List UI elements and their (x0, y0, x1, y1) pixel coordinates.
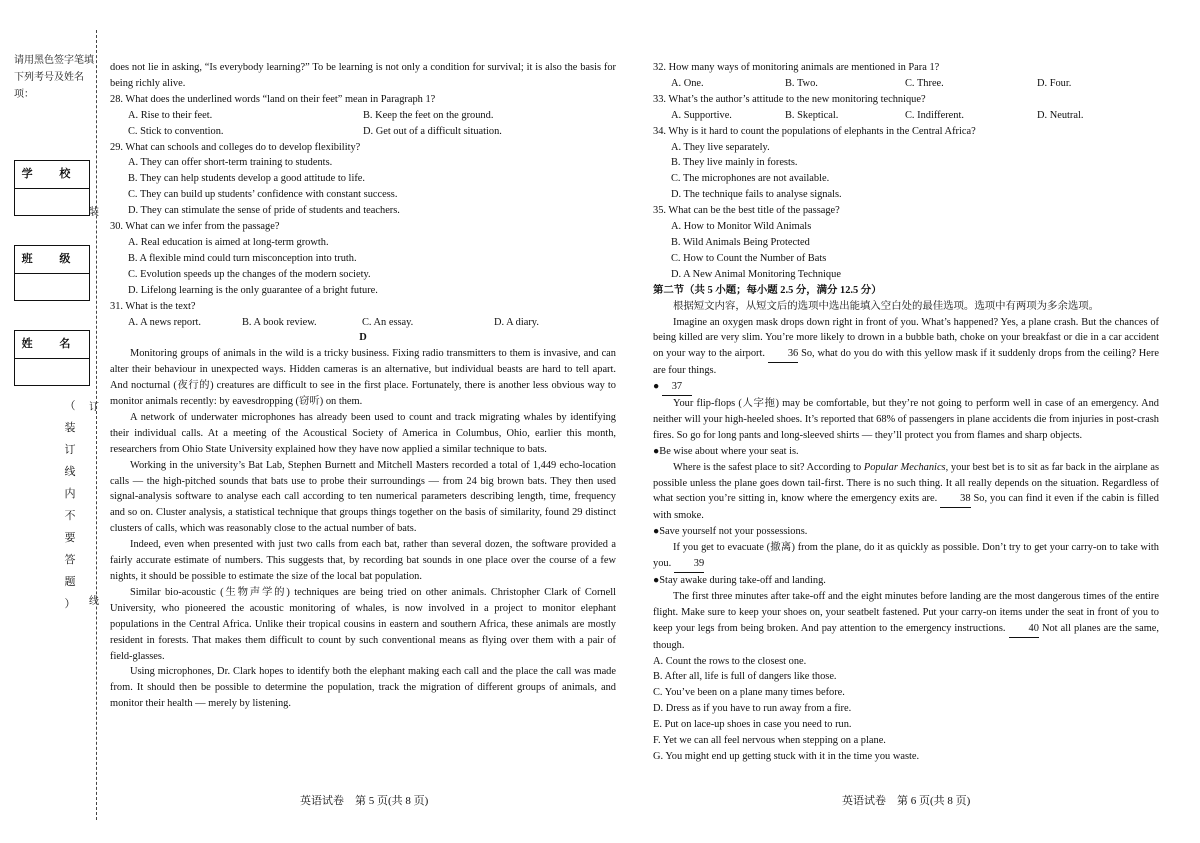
q29-option-b[interactable]: B. They can help students develop a good attitude to life. (128, 173, 366, 185)
blank-38[interactable]: 38 (940, 491, 970, 508)
q31-options (128, 315, 616, 331)
q29-option-a[interactable]: A. They can offer short-term training to students. (128, 157, 333, 169)
choice-f[interactable]: F. Yet we can all feel nervous when stepping on a plane. (653, 735, 886, 747)
gap-para3: Where is the safest place to sit? According to Popular Mechanics, your best bet is to sit as far back in the airplane as possible unless the plane goes down tail-first. There is no such thing. It all really depends on the situation. Regardless of what section you’re sitting in, know where the emergency exits are. 38 So, you can find it even if the cabin is filled with smoke. (653, 461, 1159, 522)
q28-option-d[interactable]: D. Get out of a difficult situation. (363, 125, 502, 137)
name-input[interactable] (15, 359, 89, 385)
passage-c-end: does not lie in asking, “Is everybody learning?” To be learning is not only a condition for survival; it is also the basis for being richly alive. (110, 62, 616, 89)
passage-d-para3: Working in the university’s Bat Lab, Stephen Burnett and Mitchell Masters recorded a total of 1,449 echo-location calls — the high-pitched sounds that bats use to probe their surroundings — from 24 big brown bats. They then used signal-analysis software to analyse each call according to ten numerical parameters describing length, time, frequency and so on. Cluster analysis, a statistical technique that groups things together on the basis of similarity, found 29 distinct clusters of calls, which was reasonably close to the actual number of bats. (110, 459, 616, 535)
choice-g[interactable]: G. You might end up getting stuck with it in the time you waste. (653, 750, 920, 762)
q35-option-b[interactable]: B. Wild Animals Being Protected (671, 236, 810, 248)
q32-option-a[interactable]: A. One. (671, 77, 704, 89)
cut-line (96, 30, 97, 820)
q30-option-a[interactable]: A. Real education is aimed at long-term growth. (128, 236, 329, 248)
q35-option-a[interactable]: A. How to Monitor Wild Animals (671, 221, 812, 233)
class-label: 班 级 (15, 246, 89, 274)
gap-heading-37 (653, 379, 1159, 396)
choice-d[interactable]: D. Dress as if you have to run away from a fire. (653, 703, 852, 715)
class-input[interactable] (15, 274, 89, 300)
page-6 (653, 60, 1159, 765)
question-28: 28. What does the underlined words “land on their feet” mean in Paragraph 1? (110, 93, 436, 105)
q31-option-c[interactable]: C. An essay. (362, 316, 414, 328)
q34-option-a[interactable]: A. They live separately. (671, 141, 770, 153)
q29-option-d[interactable]: D. They can stimulate the sense of pride of students and teachers. (128, 205, 400, 217)
question-33: 33. What’s the author’s attitude to the new monitoring technique? (653, 93, 926, 105)
q34-option-c[interactable]: C. The microphones are not available. (671, 173, 830, 185)
blank-40[interactable]: 40 (1009, 621, 1039, 638)
q33-option-b[interactable]: B. Skeptical. (785, 109, 839, 121)
section-d-heading: D (359, 332, 367, 344)
part2-title: 第二节（共 5 小题；每小题 2.5 分，满分 12.5 分） (653, 284, 882, 296)
question-31: 31. What is the text? (110, 300, 196, 312)
q35-option-d[interactable]: D. A New Animal Monitoring Technique (671, 268, 841, 280)
q30-option-d[interactable]: D. Lifelong learning is the only guarantee of a bright future. (128, 284, 378, 296)
binding-margin (0, 0, 100, 843)
page-6-footer: 英语试卷 第 6 页(共 8 页) (842, 795, 971, 807)
gap-heading-awake: ●Stay awake during take-off and landing. (653, 575, 826, 586)
school-field[interactable] (14, 160, 90, 216)
margin-instruction: 请用黑色签字笔填下列考号及姓名项： (14, 55, 94, 100)
page-5 (110, 60, 616, 712)
gap-para4: If you get to evacuate (撤离) from the plane, do it as quickly as possible. Don’t try to get your carry-on to take with you. 39 (653, 540, 1159, 573)
q28-options-row2 (128, 124, 616, 140)
q32-option-c[interactable]: C. Three. (905, 77, 944, 89)
part2-instruction: 根据短文内容，从短文后的选项中选出能填入空白处的最佳选项。选项中有两项为多余选项。 (673, 300, 1100, 312)
side-note: （ 装 订 线 内 不 要 答 题 ） (64, 400, 76, 610)
q28-options-row1 (128, 108, 616, 124)
choice-b[interactable]: B. After all, life is full of dangers like those. (653, 671, 837, 683)
name-field[interactable] (14, 330, 90, 386)
q30-option-b[interactable]: B. A flexible mind could turn misconception into truth. (128, 252, 357, 264)
blank-37[interactable]: 37 (662, 379, 692, 396)
bullet-icon: ● (653, 381, 660, 393)
q28-option-c[interactable]: C. Stick to convention. (128, 125, 224, 137)
gap-heading-seat: ●Be wise about where your seat is. (653, 445, 799, 457)
q34-option-d[interactable]: D. The technique fails to analyse signals. (671, 189, 842, 201)
choice-c[interactable]: C. You’ve been on a plane many times before. (653, 687, 845, 699)
choice-a[interactable]: A. Count the rows to the closest one. (653, 655, 807, 667)
q33-options (671, 108, 1159, 124)
q28-option-a[interactable]: A. Rise to their feet. (128, 109, 213, 121)
q30-option-c[interactable]: C. Evolution speeds up the changes of the modern society. (128, 268, 371, 280)
passage-d-para4: Indeed, even when presented with just two calls from each bat, rather than several dozen, the software provided a fairly accurate estimate of numbers. This suggests that, by recording bat sounds in one place over the course of a few nights, it should be possible to estimate the size of the local bat population. (110, 539, 616, 582)
bind-xian: 线 (89, 596, 99, 607)
question-34: 34. Why is it hard to count the populations of elephants in the Central Africa? (653, 125, 976, 137)
question-32: 32. How many ways of monitoring animals are mentioned in Para 1? (653, 62, 940, 73)
blank-39[interactable]: 39 (674, 556, 704, 573)
q33-option-c[interactable]: C. Indifferent. (905, 109, 964, 121)
passage-d-para5: Similar bio-acoustic (生物声学的) techniques are being tried on other animals. Christopher Clark of Cornell University, who pioneered the acoustic monitoring of whales, is now involved in a project to monitor elephant populations in the Central Africa. Unlike their tropical cousins in eastern and southern Africa, these animals are mostly resident in forests. That makes them difficult to count by such conventional means as flying over them with a pair of field-glasses. (110, 586, 616, 662)
bind-ding: 订 (89, 402, 99, 413)
blank-36[interactable]: 36 (768, 346, 798, 363)
q33-option-a[interactable]: A. Supportive. (671, 109, 732, 121)
q31-option-b[interactable]: B. A book review. (242, 316, 317, 328)
question-30: 30. What can we infer from the passage? (110, 221, 280, 233)
class-field[interactable] (14, 245, 90, 301)
q34-option-b[interactable]: B. They live mainly in forests. (671, 157, 798, 169)
question-35: 35. What can be the best title of the passage? (653, 205, 840, 217)
q33-option-d[interactable]: D. Neutral. (1037, 109, 1084, 121)
q31-option-d[interactable]: D. A diary. (494, 316, 539, 328)
q31-option-a[interactable]: A. A news report. (128, 316, 202, 328)
q35-option-c[interactable]: C. How to Count the Number of Bats (671, 252, 827, 264)
gap-para5: The first three minutes after take-off and the eight minutes before landing are the most dangerous times of the entire flight. Make sure to keep your shoes on, your seatbelt fastened. Put your carry-on items under the seat in front of you to keep your legs from being broken. And pay attention to the emergency instructions. 40 Not all planes are the same, though. (653, 590, 1159, 651)
question-29: 29. What can schools and colleges do to develop flexibility? (110, 141, 361, 153)
page-5-footer: 英语试卷 第 5 页(共 8 页) (300, 795, 429, 807)
q29-option-c[interactable]: C. They can build up students’ confidence with constant success. (128, 189, 398, 201)
choice-e[interactable]: E. Put on lace-up shoes in case you need to run. (653, 719, 852, 731)
q28-option-b[interactable]: B. Keep the feet on the ground. (363, 109, 494, 121)
q32-option-d[interactable]: D. Four. (1037, 77, 1072, 89)
name-label: 姓 名 (15, 331, 89, 359)
passage-d-para1: Monitoring groups of animals in the wild is a tricky business. Fixing radio transmitters to them is invasive, and can alter their behaviour in unexpected ways. Hidden cameras is an alternative, but individual beasts are hard to tell apart. And nocturnal (夜行的) creatures are difficult to see in the first place. Fortunately, there is another less obvious way to monitor animals recently: by eavesdropping (窃听) on them. (110, 348, 616, 408)
passage-d-para2: A network of underwater microphones has already been used to count and track migrating whales by identifying their individual calls. At a meeting of the Acoustical Society of America in Columbus, Ohio, earlier this month, researchers from Ohio State University explained how they have now applied a similar technique to bats. (110, 411, 616, 455)
q32-options (671, 76, 1159, 92)
gap-para1: Imagine an oxygen mask drops down right in front of you. What’s happened? Yes, a plane crash. But the chances of being killed are very slim. You’re more likely to drown in a bubble bath, choke on your breakfast or die in a car accident on your way to the airport. 36 So, what do you do with this yellow mask if it suddenly drops from the ceiling? Here are four things. (653, 316, 1159, 377)
passage-d-para6: Using microphones, Dr. Clark hopes to identify both the elephant making each call and the place the call was made from. It should then be possible to determine the population, track the migration of different groups of animals, and monitor their health — merely by listening. (110, 666, 616, 710)
school-input[interactable] (15, 189, 89, 215)
gap-para2: Your flip-flops (人字拖) may be comfortable, but they’re not going to perform well in case of an emergency. And neither will your high-heeled shoes. It’s reported that 68% of passengers in plane accidents die from injuries in post-crash fires. So go for long pants and long-sleeved shirts — they’ll protect you from flames and sharp objects. (653, 398, 1159, 441)
q32-option-b[interactable]: B. Two. (785, 77, 818, 89)
gap-heading-possessions: ●Save yourself not your possessions. (653, 526, 808, 538)
bind-zhuang: 装 (89, 207, 99, 218)
school-label: 学 校 (15, 161, 89, 189)
